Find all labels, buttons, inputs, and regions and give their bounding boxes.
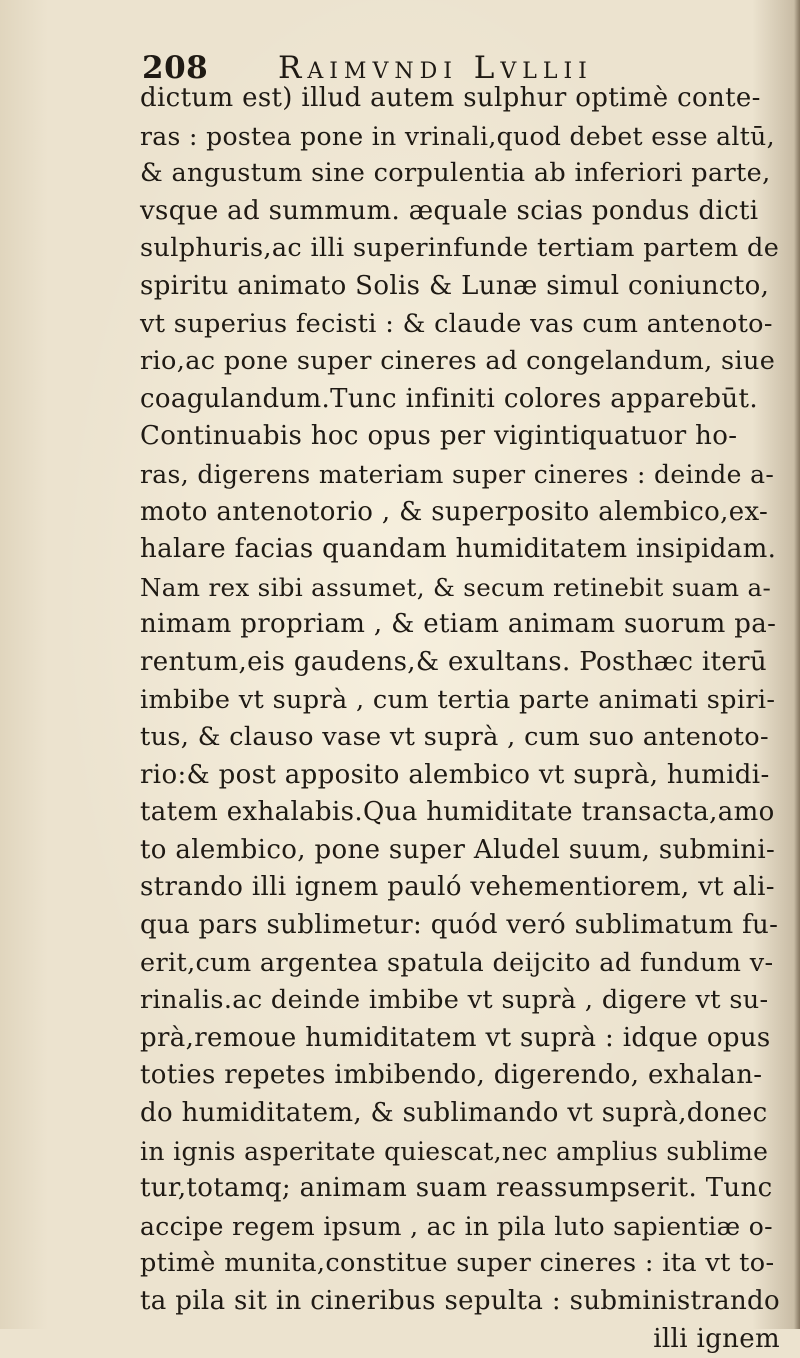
text-line: coagulandum.Tunc infiniti colores apparebūt.	[140, 383, 758, 414]
text-line: halare facias quandam humiditatem insipidam.	[140, 534, 777, 565]
text-line: & angustum sine corpulentia ab inferiori parte,	[140, 158, 771, 189]
text-line: sulphuris,ac illi superinfunde tertiam partem de	[140, 233, 780, 264]
text-line: vsque ad summum. æquale scias pondus dicti	[140, 195, 759, 226]
text-line: tus, & clauso vase vt suprà , cum suo antenoto-	[140, 722, 769, 753]
body-text	[140, 80, 780, 1358]
text-line: toties repetes imbibendo, digerendo, exhalan-	[140, 1060, 763, 1091]
text-line: prà,remoue humiditatem vt suprà : idque opus	[140, 1022, 771, 1053]
text-line: accipe regem ipsum , ac in pila luto sapientiæ o-	[140, 1211, 773, 1241]
page-edge-shadow	[794, 0, 800, 1329]
text-line: tatem exhalabis.Qua humiditate transacta,amo	[140, 797, 775, 828]
text-line: erit,cum argentea spatula deijcito ad fundum v-	[140, 947, 774, 978]
text-line: nimam propriam , & etiam animam suorum pa-	[140, 609, 777, 640]
text-line: rio,ac pone super cineres ad congelandum, siue	[140, 346, 776, 377]
text-line: imbibe vt suprà , cum tertia parte animati spiri-	[140, 684, 776, 715]
text-line: vt superius fecisti : & claude vas cum antenoto-	[140, 308, 773, 339]
text-line: ptimè munita,constitue super cineres : ita vt to-	[140, 1248, 775, 1279]
text-line: rinalis.ac deinde imbibe vt suprà , digere vt su-	[140, 985, 769, 1016]
text-line: ta pila sit in cineribus sepulta : subministrando	[140, 1286, 781, 1316]
text-line: spiritu animato Solis & Lunæ simul coniuncto,	[140, 270, 770, 301]
text-line: rentum,eis gaudens,& exultans. Posthæc iterū	[140, 646, 767, 677]
text-line: to alembico, pone super Aludel suum, submini-	[140, 834, 776, 865]
text-line: Continuabis hoc opus per vigintiquatuor ho-	[140, 421, 738, 452]
page-number: 208	[142, 50, 209, 86]
text-line: tur,totamq; animam suam reassumpserit. Tunc	[140, 1173, 773, 1204]
text-line: ras : postea pone in vrinali,quod debet esse altū,	[140, 121, 775, 151]
text-line: strando illi ignem pauló vehementiorem, vt ali-	[140, 872, 775, 903]
text-line: dictum est) illud autem sulphur optimè conte-	[140, 83, 761, 113]
text-line: do humiditatem, & sublimando vt suprà,donec	[140, 1098, 768, 1129]
text-line: Nam rex sibi assumet, & secum retinebit suam a-	[140, 572, 772, 602]
text-line: ras, digerens materiam super cineres : deinde a-	[140, 459, 775, 489]
running-head: Raimvndi Lvllii	[278, 50, 593, 86]
text-line: moto antenotorio , & superposito alembico,ex-	[140, 496, 769, 527]
text-line: in ignis asperitate quiescat,nec amplius sublime	[140, 1136, 769, 1166]
text-line: rio:& post apposito alembico vt suprà, humidi-	[140, 759, 770, 790]
catchword-line: illi ignem	[653, 1323, 780, 1354]
text-line: qua pars sublimetur: quód veró sublimatum fu-	[140, 910, 779, 941]
